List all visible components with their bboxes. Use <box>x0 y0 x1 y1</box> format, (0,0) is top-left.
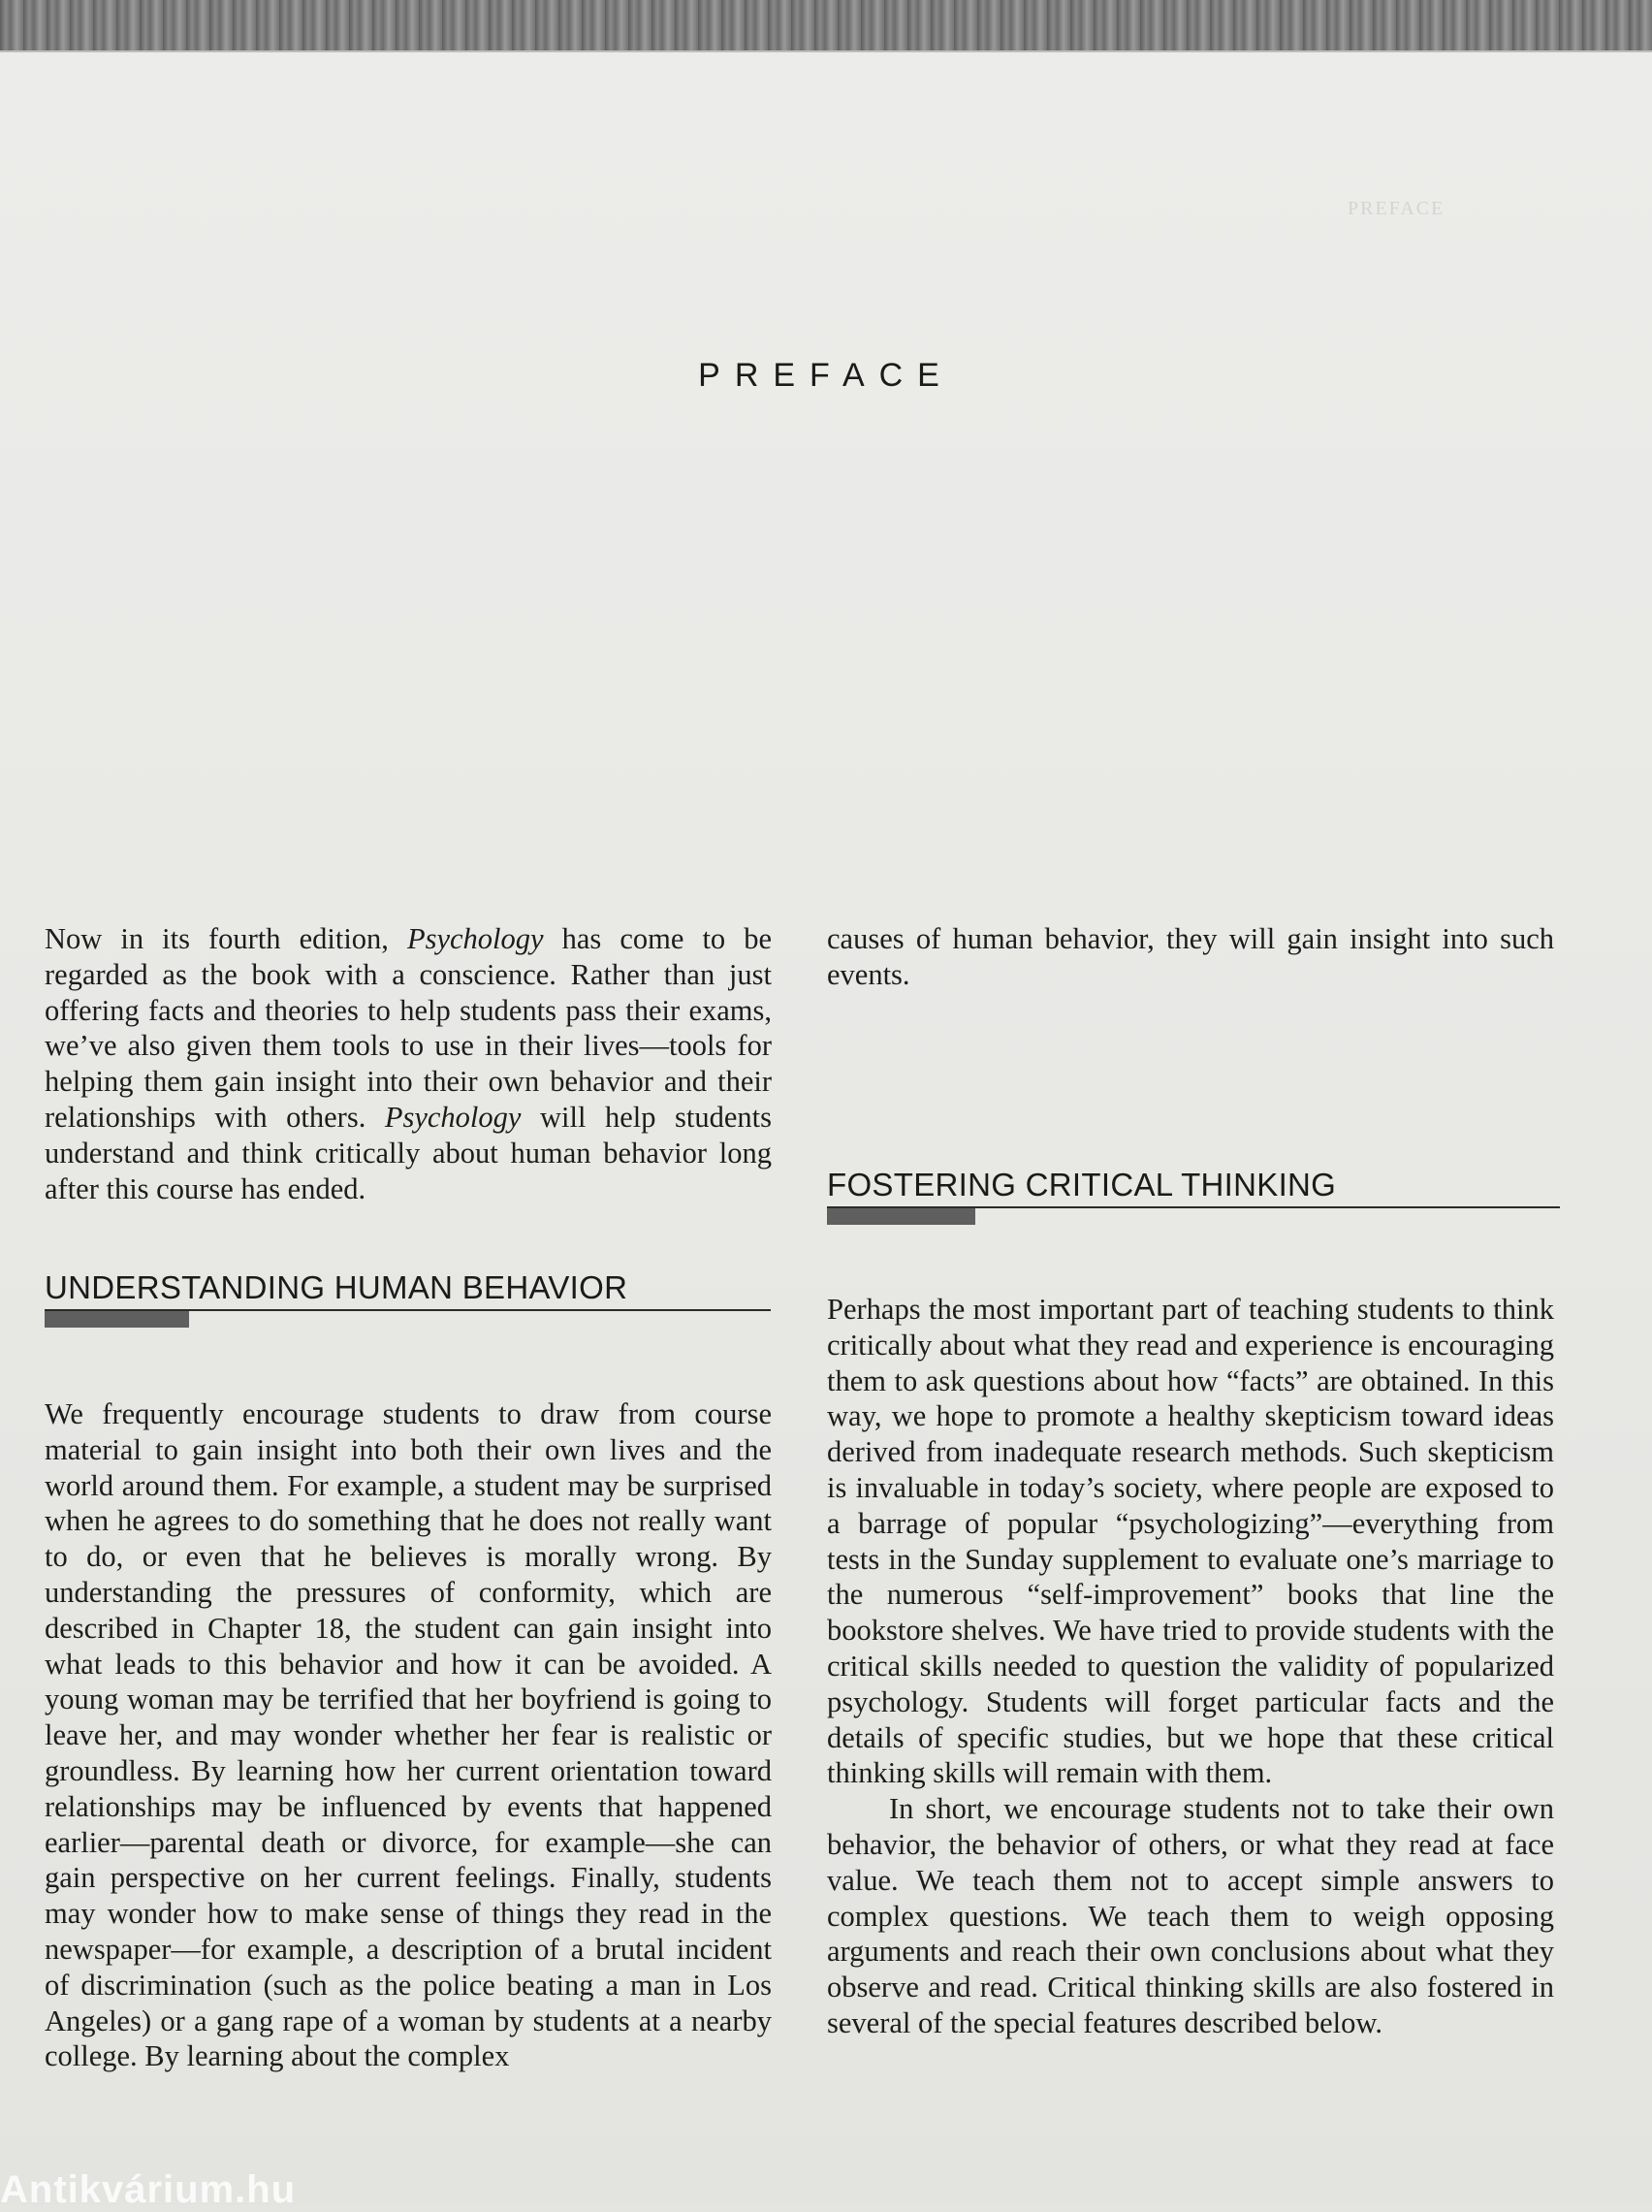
book-title: Psychology <box>406 922 544 955</box>
page-title: PREFACE <box>698 357 954 394</box>
intro-paragraph <box>45 921 772 1206</box>
section-heading-understanding: UNDERSTANDING HUMAN BEHAVIOR <box>45 1269 628 1305</box>
heading-accent-bar <box>45 1311 189 1328</box>
intro-suffix: will help students understand and think critically about human behavior long after this course has ended. <box>45 1100 772 1205</box>
book-title: Psychology <box>384 1100 522 1134</box>
fostering-paragraph-2: In short, we encourage students not to take their own behavior, the behavior of others, or what they read at face value. We teach them not to accept simple answers to complex questions. We teach them to weigh opposing arguments and reach their own conclusions about what they observe and read. Critical thinking skills are also fostered in several of the special features described below. <box>827 1792 1554 2039</box>
continuation-column <box>827 921 1554 993</box>
understanding-column <box>45 1396 772 2074</box>
watermark-logo: Antikvárium.hu <box>0 2168 297 2211</box>
scan-background <box>0 0 1652 56</box>
fostering-column <box>827 1292 1554 2041</box>
intro-column <box>45 921 772 1206</box>
running-head: PREFACE <box>1348 198 1446 219</box>
book-page <box>0 50 1652 2205</box>
intro-prefix: Now in its fourth edition, <box>45 922 407 955</box>
understanding-paragraph: We frequently encourage students to draw from course material to gain insight into both their own lives and the world around them. For example, a student may be surprised when he agrees to do something that he does not really want to do, or even that he believes is morally wrong. By understanding the pressures of conformity, which are described in Chapter 18, the student can gain insight into what leads to this behavior and how it can be avoided. A young woman may be terrified that her boyfriend is going to leave her, and may wonder whether her fear is realistic or groundless. By learning how her current orientation toward relationships may be influenced by events that happened earlier—parental death or divorce, for example—she can gain perspective on her current feelings. Finally, students may wonder how to make sense of things they read in the newspaper—for example, a description of a brutal incident of discrimination (such as the police beating a man in Los Angeles) or a gang rape of a woman by students at a nearby college. By learning about the complex <box>45 1397 772 2073</box>
section-heading-fostering: FOSTERING CRITICAL THINKING <box>827 1167 1337 1202</box>
continuation-paragraph: causes of human behavior, they will gain insight into such events. <box>827 922 1554 991</box>
fostering-paragraph-1: Perhaps the most important part of teaching students to think critically about what they read and experience is encouraging them to ask questions about how “facts” are obtained. In this way, we hope to promote a healthy skepticism toward ideas derived from inadequate research methods. Such skepticism is invaluable in today’s society, where people are exposed to a barrage of popular “psychologizing”—everything from tests in the Sunday supplement to evaluate one’s marriage to the numerous “self-improvement” books that line the bookstore shelves. We have tried to provide students with the critical skills needed to question the validity of popularized psychology. Students will forget particular facts and the details of specific studies, but we hope that these critical thinking skills will remain with them. <box>827 1293 1554 1790</box>
intro-middle: has come to be regarded as the book with a conscience. Rather than just offering facts and theories to help students pass their exams, we’ve also given them tools to use in their lives—tools for helping them gain insight into their own behavior and their relationships with others. <box>45 922 773 1134</box>
heading-accent-bar <box>827 1208 975 1225</box>
